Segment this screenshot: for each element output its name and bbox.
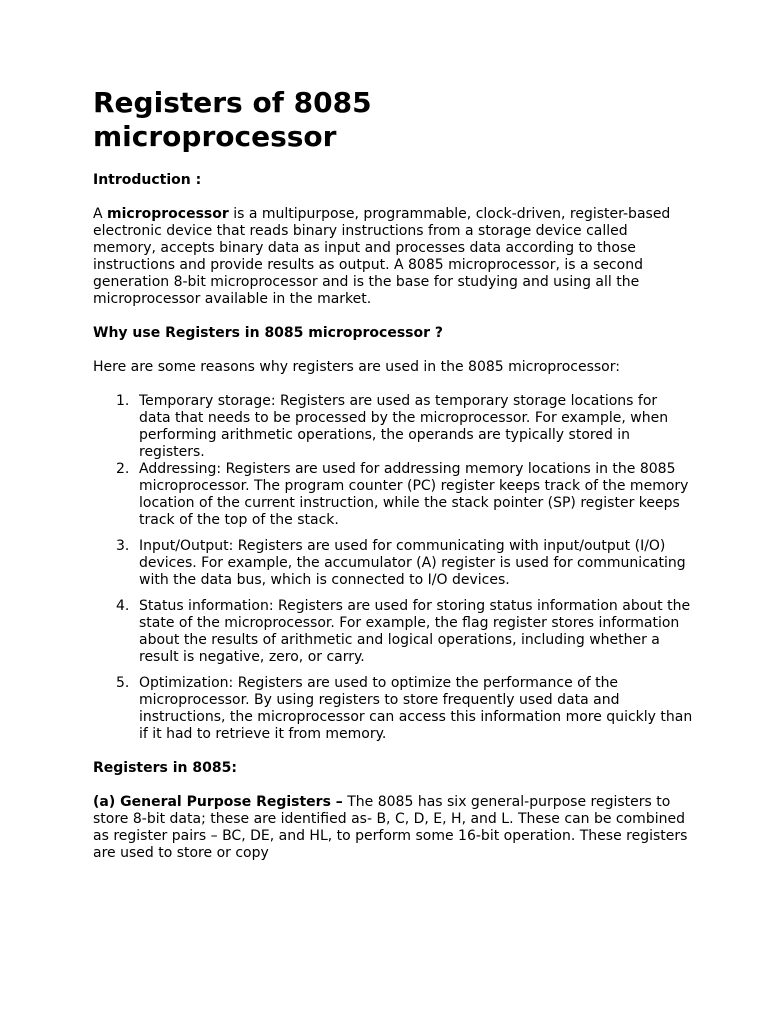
reasons-list [93, 393, 693, 743]
intro-lead: A [93, 206, 108, 222]
intro-rest: is a multipurpose, programmable, clock-driven, register-based electronic device that reads binary instructions from a storage device called memory, accepts binary data as input and processes data according to those instructions and provide results as output. A 8085 microprocessor, is a second generation 8-bit microprocessor and is the base for studying and using all the microprocessor available in the market. [93, 206, 671, 307]
list-item [93, 393, 693, 461]
list-item-text: Optimization: Registers are used to optimize the performance of the microprocessor. By using registers to store frequently used data and instructions, the microprocessor can access this information more quickly than if it had to retrieve it from memory. [139, 675, 693, 742]
why-registers-heading: Why use Registers in 8085 microprocessor ? [93, 325, 444, 341]
list-item-text: Status information: Registers are used for storing status information about the state of the microprocessor. For example, the flag register stores information about the results of arithmetic and logical operations, including whether a result is negative, zero, or carry. [139, 598, 691, 665]
list-item-text: Addressing: Registers are used for addressing memory locations in the 8085 microprocessor. The program counter (PC) register keeps track of the memory location of the current instruction, while the stack pointer (SP) register keeps track of the top of the stack. [139, 461, 689, 528]
list-item-number: 3. [116, 538, 130, 554]
list-item [93, 675, 693, 743]
list-item-number: 5. [116, 675, 130, 691]
list-item [93, 598, 693, 666]
gpr-text: The 8085 has six general-purpose registers to store 8-bit data; these are identified as- B, C, D, E, H, and L. These can be combined as register pairs – BC, DE, and HL, to perform some 16-bit operation. These registers are used to store or copy [93, 794, 688, 861]
general-purpose-registers-paragraph [93, 794, 693, 862]
intro-bold-term: microprocessor [107, 206, 229, 222]
document-title [93, 86, 693, 154]
introduction-paragraph [93, 206, 693, 308]
list-item-number: 4. [116, 598, 130, 614]
document-page [93, 86, 693, 862]
title-line-2: microprocessor [93, 120, 337, 153]
list-item-number: 1. [116, 393, 130, 409]
list-item [93, 461, 693, 529]
registers-in-8085-heading: Registers in 8085: [93, 760, 237, 776]
why-registers-intro: Here are some reasons why registers are used in the 8085 microprocessor: [93, 359, 620, 375]
list-item-number: 2. [116, 461, 130, 477]
introduction-heading: Introduction : [93, 172, 202, 188]
list-item-text: Input/Output: Registers are used for communicating with input/output (I/O) devices. For example, the accumulator (A) register is used for communicating with the data bus, which is connected to I/O devices. [139, 538, 686, 588]
title-line-1: Registers of 8085 [93, 86, 372, 119]
list-item [93, 538, 693, 589]
list-item-text: Temporary storage: Registers are used as temporary storage locations for data that needs to be processed by the microprocessor. For example, when performing arithmetic operations, the operands are typically stored in registers. [139, 393, 669, 460]
gpr-bold-label: (a) General Purpose Registers – [93, 794, 343, 810]
